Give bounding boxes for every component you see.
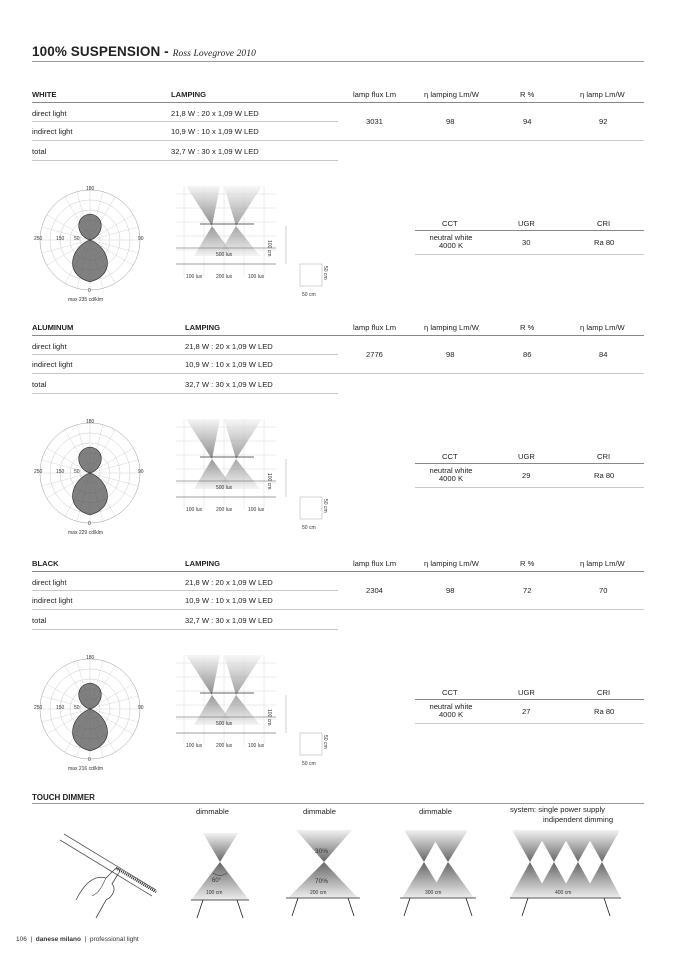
row-value-total: 32,7 W : 30 x 1,09 W LED <box>185 616 273 625</box>
eta-lamp-value: 92 <box>599 117 608 126</box>
eta-lamp-header: η lamp Lm/W <box>580 559 625 568</box>
polar-label-right: 90 <box>138 705 144 711</box>
r-header: R % <box>520 90 535 99</box>
polar-label-top: 180 <box>86 419 95 425</box>
beam-diagram <box>176 419 326 534</box>
flux-value: 2776 <box>366 350 383 359</box>
row-value-indirect: 10,9 W : 10 x 1,09 W LED <box>171 127 259 136</box>
ugr-header: UGR <box>518 688 535 697</box>
eta-lamping-header: η lamping Lm/W <box>424 90 479 99</box>
row-value-total: 32,7 W : 30 x 1,09 W LED <box>185 380 273 389</box>
row-label-total: total <box>32 380 47 389</box>
eta-lamp-header: η lamp Lm/W <box>580 90 625 99</box>
dimmer4-width: 400 cm <box>555 890 572 896</box>
row-rule <box>32 629 338 630</box>
beam-label-vert50: 50 cm <box>322 499 328 513</box>
row-rule <box>32 590 338 591</box>
cri-header: CRI <box>597 219 611 228</box>
row-rule <box>32 140 644 141</box>
ugr-header: UGR <box>518 452 535 461</box>
polar-label-left-inner: 50 <box>74 236 80 242</box>
row-rule <box>32 609 644 610</box>
cct-rule-bottom <box>415 254 644 255</box>
cct-rule <box>415 463 644 464</box>
lamping-header: LAMPING <box>171 90 207 99</box>
cct-header: CCT <box>442 452 458 461</box>
dimmer-system-line1: system: single power supply <box>510 805 605 814</box>
cct-value <box>418 467 484 483</box>
beam-label-vert50: 50 cm <box>322 266 328 280</box>
eta-lamping-header: η lamping Lm/W <box>424 323 479 332</box>
cct-line2: 4000 K <box>438 241 464 250</box>
dimmer-diagram-3 <box>398 826 478 921</box>
polar-label-left-inner: 50 <box>74 469 80 475</box>
cct-line2: 4000 K <box>438 710 464 719</box>
beam-label-vert50: 50 cm <box>322 735 328 749</box>
title-designer: Ross Lovegrove 2010 <box>172 49 256 59</box>
beam-label-500: 500 lux <box>216 485 233 491</box>
beam-label-vert100: 100 cm <box>266 709 272 726</box>
polar-label-bottom: 0 <box>88 521 91 527</box>
polar-label-left-outer: 250 <box>34 469 43 475</box>
dimmer-diagram-2 <box>282 826 362 921</box>
flux-value: 2304 <box>366 586 383 595</box>
cct-line1: neutral white <box>429 466 473 475</box>
cri-value: Ra 80 <box>594 707 615 716</box>
row-label-direct: direct light <box>32 578 67 587</box>
r-header: R % <box>520 559 535 568</box>
eta-lamping-header: η lamping Lm/W <box>424 559 479 568</box>
header-rule <box>32 335 644 336</box>
cct-value <box>418 234 484 250</box>
beam-diagram <box>176 655 326 770</box>
polar-label-left-mid: 150 <box>56 469 65 475</box>
page-number: 106 <box>16 936 27 943</box>
header-rule <box>32 102 644 103</box>
dimmer-diagram-1 <box>183 828 258 923</box>
finish-name: BLACK <box>32 559 59 568</box>
eta-lamping-value: 98 <box>446 586 455 595</box>
eta-lamping-value: 98 <box>446 350 455 359</box>
row-value-direct: 21,8 W : 20 x 1,09 W LED <box>185 578 273 587</box>
footer-brand: danese milano <box>35 936 81 943</box>
r-value: 72 <box>523 586 532 595</box>
hand-touch-illustration <box>56 830 166 920</box>
polar-diagram <box>32 417 150 529</box>
row-label-total: total <box>32 616 47 625</box>
beam-label-200: 200 lux <box>216 274 233 280</box>
polar-diagram <box>32 184 150 296</box>
cct-header: CCT <box>442 219 458 228</box>
finish-name: ALUMINUM <box>32 323 74 332</box>
ugr-header: UGR <box>518 219 535 228</box>
row-rule <box>32 121 338 122</box>
cct-line1: neutral white <box>429 233 473 242</box>
cct-line2: 4000 K <box>438 474 464 483</box>
beam-label-vert100: 100 cm <box>266 240 272 257</box>
eta-lamp-value: 84 <box>599 350 608 359</box>
row-rule <box>32 160 338 161</box>
beam-label-vert100: 100 cm <box>266 473 272 490</box>
row-value-indirect: 10,9 W : 10 x 1,09 W LED <box>185 360 273 369</box>
dimmer-label-1: dimmable <box>196 807 229 816</box>
footer-section: professional light <box>89 936 139 943</box>
row-rule <box>32 373 644 374</box>
row-label-direct: direct light <box>32 109 67 118</box>
row-label-direct: direct light <box>32 342 67 351</box>
page-footer <box>16 936 139 943</box>
title-rule <box>32 61 644 62</box>
row-label-indirect: indirect light <box>32 596 73 605</box>
dimmer-title: TOUCH DIMMER <box>32 793 95 802</box>
beam-label-500: 500 lux <box>216 252 233 258</box>
polar-label-top: 180 <box>86 655 95 661</box>
beam-label-500: 500 lux <box>216 721 233 727</box>
beam-label-100b: 100 lux <box>248 274 265 280</box>
page-title <box>32 44 256 59</box>
beam-label-horiz50: 50 cm <box>302 761 316 767</box>
cri-value: Ra 80 <box>594 471 615 480</box>
lamping-header: LAMPING <box>185 559 221 568</box>
polar-label-left-outer: 250 <box>34 236 43 242</box>
r-value: 86 <box>523 350 532 359</box>
beam-label-100b: 100 lux <box>248 743 265 749</box>
polar-label-right: 90 <box>138 469 144 475</box>
flux-value: 3031 <box>366 117 383 126</box>
beam-label-200: 200 lux <box>216 507 233 513</box>
ugr-value: 27 <box>522 707 531 716</box>
row-label-indirect: indirect light <box>32 360 73 369</box>
beam-label-100b: 100 lux <box>248 507 265 513</box>
dimmer2-width: 200 cm <box>310 890 327 896</box>
cct-header: CCT <box>442 688 458 697</box>
footer-sep-1: | <box>28 936 34 943</box>
cct-rule <box>415 699 644 700</box>
dimmer-label-2: dimmable <box>303 807 336 816</box>
cct-rule-bottom <box>415 487 644 488</box>
dimmer-system-line2: indipendent dimming <box>543 815 614 824</box>
row-rule <box>32 393 338 394</box>
polar-label-right: 90 <box>138 236 144 242</box>
cct-rule <box>415 230 644 231</box>
dimmer-diagram-4 <box>508 826 623 921</box>
dimmer2-pct-bottom: 70% <box>315 878 329 885</box>
footer-sep-2: | <box>82 936 89 943</box>
r-header: R % <box>520 323 535 332</box>
polar-diagram <box>32 653 150 765</box>
polar-max: max 235 cd/klm <box>68 297 104 303</box>
title-main: 100% SUSPENSION <box>32 44 161 59</box>
row-value-direct: 21,8 W : 20 x 1,09 W LED <box>185 342 273 351</box>
beam-label-200: 200 lux <box>216 743 233 749</box>
beam-label-horiz50: 50 cm <box>302 292 316 298</box>
beam-label-horiz50: 50 cm <box>302 525 316 531</box>
polar-label-left-outer: 250 <box>34 705 43 711</box>
lamping-header: LAMPING <box>185 323 221 332</box>
row-value-direct: 21,8 W : 20 x 1,09 W LED <box>171 109 259 118</box>
row-value-indirect: 10,9 W : 10 x 1,09 W LED <box>185 596 273 605</box>
dimmer3-width: 300 cm <box>425 890 442 896</box>
eta-lamp-value: 70 <box>599 586 608 595</box>
polar-label-top: 180 <box>86 186 95 192</box>
cct-rule-bottom <box>415 723 644 724</box>
row-label-total: total <box>32 147 47 156</box>
cri-header: CRI <box>597 452 611 461</box>
dimmer1-width: 100 cm <box>206 890 223 896</box>
beam-diagram <box>176 186 326 301</box>
beam-label-100a: 100 lux <box>186 743 203 749</box>
beam-label-100a: 100 lux <box>186 507 203 513</box>
cri-value: Ra 80 <box>594 238 615 247</box>
polar-label-left-mid: 150 <box>56 705 65 711</box>
eta-lamping-value: 98 <box>446 117 455 126</box>
r-value: 94 <box>523 117 532 126</box>
finish-name: WHITE <box>32 90 57 99</box>
dimmer2-pct-top: 30% <box>315 848 329 855</box>
cct-value <box>418 703 484 719</box>
ugr-value: 29 <box>522 471 531 480</box>
dimmer-rule <box>32 803 644 804</box>
flux-header: lamp flux Lm <box>353 90 397 99</box>
ugr-value: 30 <box>522 238 531 247</box>
row-value-total: 32,7 W : 30 x 1,09 W LED <box>171 147 259 156</box>
flux-header: lamp flux Lm <box>353 559 397 568</box>
polar-label-left-mid: 150 <box>56 236 65 242</box>
polar-label-bottom: 0 <box>88 288 91 294</box>
dimmer-label-3: dimmable <box>419 807 452 816</box>
dimmer1-angle: 60° <box>212 878 222 884</box>
polar-max: max 216 cd/klm <box>68 766 104 772</box>
beam-label-100a: 100 lux <box>186 274 203 280</box>
cri-header: CRI <box>597 688 611 697</box>
polar-label-left-inner: 50 <box>74 705 80 711</box>
polar-max: max 229 cd/klm <box>68 530 104 536</box>
header-rule <box>32 571 644 572</box>
row-rule <box>32 354 338 355</box>
cct-line1: neutral white <box>429 702 473 711</box>
eta-lamp-header: η lamp Lm/W <box>580 323 625 332</box>
row-label-indirect: indirect light <box>32 127 73 136</box>
flux-header: lamp flux Lm <box>353 323 397 332</box>
title-separator: - <box>160 44 173 59</box>
polar-label-bottom: 0 <box>88 757 91 763</box>
